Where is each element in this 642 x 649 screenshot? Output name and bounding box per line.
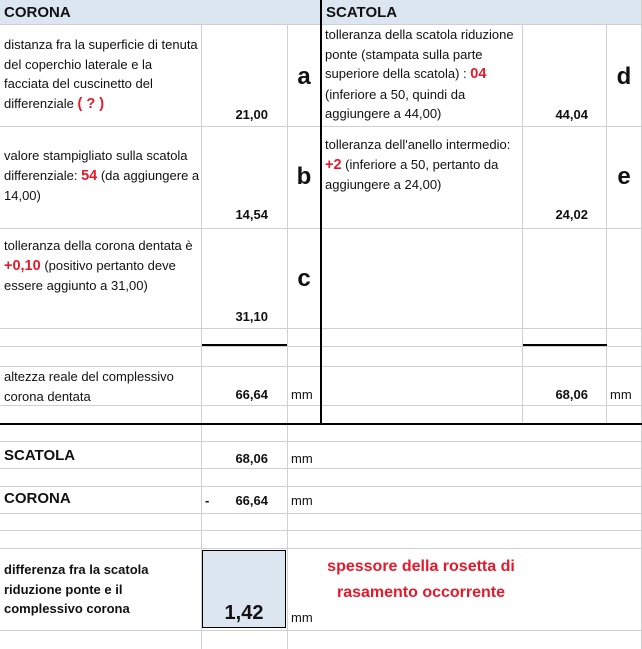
diff-result-cell	[202, 550, 286, 628]
row-a-description	[4, 35, 200, 114]
grid-line	[287, 24, 288, 649]
row-b-text: valore stampigliato sulla scatola differenziale:	[4, 148, 188, 183]
summary-corona-unit: mm	[291, 493, 313, 508]
diff-label: differenza fra la scatola riduzione ponte e il complessivo corona	[4, 562, 149, 616]
row-d-text-after: (inferiore a 50, quindi da aggiungere a 44,00)	[325, 86, 466, 121]
row-e-text: tolleranza dell'anello intermedio:	[325, 137, 511, 152]
row-e-letter: e	[617, 163, 631, 190]
grid-line	[0, 468, 642, 469]
corona-total-label: altezza reale del complessivo corona dentata	[4, 369, 174, 404]
row-d-highlight: 04	[470, 66, 487, 82]
row-c-highlight: +0,10	[4, 257, 41, 274]
row-c-description	[4, 236, 200, 296]
grid-line	[0, 630, 642, 631]
header-corona	[0, 0, 320, 24]
summary-scatola-value: 68,06	[235, 451, 268, 466]
row-a-letter: a	[297, 63, 311, 90]
row-b-highlight: 54	[81, 167, 98, 184]
summary-corona-label: CORONA	[4, 490, 71, 507]
row-e-value: 24,02	[555, 207, 588, 222]
header-scatola-label: SCATOLA	[326, 4, 398, 21]
sum-underline-scatola	[523, 344, 607, 346]
header-corona-label: CORONA	[4, 4, 71, 21]
corona-total-value: 66,64	[235, 387, 268, 402]
row-e-description	[325, 135, 521, 195]
minus-sign: -	[205, 493, 210, 508]
corona-total-unit: mm	[291, 387, 313, 402]
scatola-total-value: 68,06	[555, 387, 588, 402]
summary-corona-value: 66,64	[235, 493, 268, 508]
diff-value: 1,42	[224, 602, 264, 624]
row-d-letter: d	[616, 63, 632, 90]
grid-line	[0, 513, 642, 514]
row-a-highlight: ( ? )	[77, 95, 105, 112]
row-c-text: tolleranza della corona dentata è	[4, 238, 193, 253]
row-d-text: tolleranza della scatola riduzione ponte (stampata sulla parte superiore della scatola) :	[325, 27, 514, 81]
grid-line	[0, 441, 642, 442]
diff-unit: mm	[291, 610, 313, 625]
summary-scatola-label: SCATOLA	[4, 447, 76, 464]
row-c-letter: c	[297, 265, 311, 292]
summary-scatola-unit: mm	[291, 451, 313, 466]
row-b-letter: b	[296, 163, 312, 190]
header-scatola	[322, 0, 642, 24]
row-d-value: 44,04	[555, 107, 588, 122]
red-note: spessore della rosetta di rasamento occorrente	[327, 558, 515, 601]
grid-line	[522, 24, 523, 424]
section-divider-horizontal	[0, 423, 642, 425]
row-b-value: 14,54	[235, 207, 268, 222]
row-d-description	[325, 25, 521, 124]
scatola-total-unit: mm	[610, 387, 632, 402]
grid-line	[0, 486, 642, 487]
row-e-highlight: +2	[325, 156, 342, 173]
row-b-text-after: (da aggiungere a 14,00)	[4, 167, 200, 203]
grid-line	[0, 548, 642, 549]
row-e-text-after: (inferiore a 50, pertanto da aggiungere a 24,00)	[325, 156, 499, 192]
row-a-value: 21,00	[235, 107, 268, 122]
row-c-value: 31,10	[235, 309, 268, 324]
row-a-text: distanza fra la superficie di tenuta del coperchio laterale e la facciata del cuscinetto del differenziale	[4, 37, 198, 111]
row-c-text-after: (positivo pertanto deve essere aggiunto a 31,00)	[4, 257, 176, 293]
grid-line	[0, 530, 642, 531]
row-b-description	[4, 146, 200, 206]
sum-underline-corona	[202, 344, 287, 346]
